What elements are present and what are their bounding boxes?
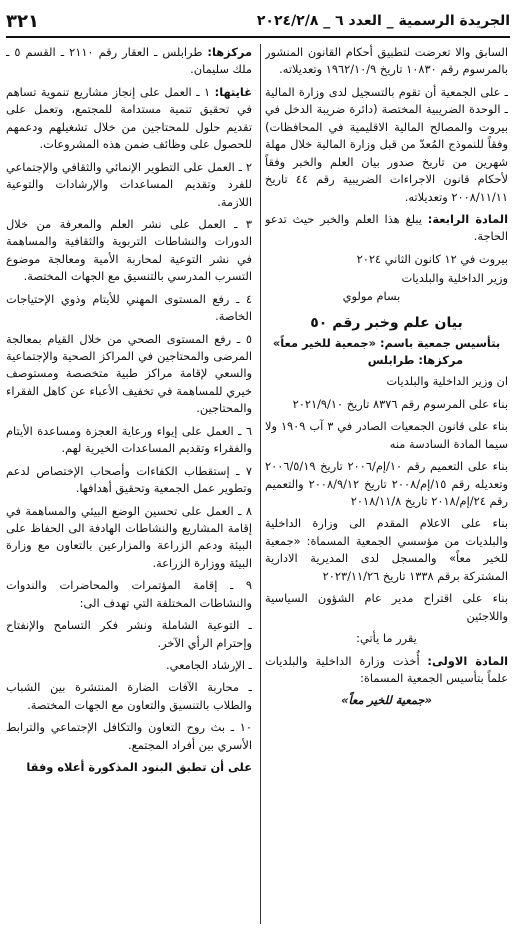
basis-associations-law: بناء على قانون الجمعيات الصادر في ٣ آب ١٩٠٩ ولا سيما المادة السادسة منه <box>265 419 508 451</box>
gazette-title: الجريدة الرسمية _ العدد ٦ _ ٢٠٢٤/٢/٨ <box>256 13 510 29</box>
center-label: مركزها: <box>207 45 252 59</box>
goal-seven: ٧ ـ إستقطاب الكفاءات وأصحاب الإختصاص لدعم وتطوير عمل الجمعية وتحقيق أهدافها. <box>6 463 252 496</box>
basis-circulars: بناء على التعميم رقم ١٠/إم/٢٠٠٦ تاريخ ٢٠٠٦/٥/١٩ وتعديله رقم ١٥/إم/٢٠٠٨ تاريخ ٢٠٠٨/٩/١٢ والتعميم رقم ٢٤/إم/٢٠١٨ تاريخ ٢٠١٨/١١/٨ <box>265 459 508 509</box>
goal-three: ٣ ـ العمل على نشر العلم والمعرفة من خلال الدورات والنشاطات التربوية والثقافية والمساهمة في نشر التوعية لمحاربة الأمية ومعالجة موضوع التسرب المدرسي بالتنسيق مع الجهات المختصة. <box>6 216 252 284</box>
page-header <box>6 6 510 38</box>
notice-title: بيان علم وخبر رقم ٥٠ <box>310 315 463 332</box>
article-four <box>265 211 508 246</box>
goal-nine-b: ـ الإرشاد الجامعي. <box>166 658 252 672</box>
article-one-label: المادة الاولى: <box>427 653 508 668</box>
page-number: ٣٢١ <box>6 10 39 32</box>
intro-line: ان وزير الداخلية والبلديات <box>386 374 508 389</box>
right-column <box>265 44 508 926</box>
association-name: «جمعية للخير معاً» <box>341 693 432 708</box>
notice-center: مركزها: طرابلس <box>367 352 463 367</box>
minister-title: وزير الداخلية والبلديات <box>401 271 508 286</box>
center-text: طرابلس ـ العقار رقم ٢١١٠ ـ القسم ٥ ـ ملك سليمان. <box>6 45 252 77</box>
association-address <box>6 44 252 79</box>
article-four-label: المادة الرابعة: <box>427 211 508 226</box>
article-one-text: أُخذت وزارة الداخلية والبلديات علماً بتأسيس الجمعية المسماة: <box>265 653 508 685</box>
goal-nine-a: ـ التوعية الشاملة ونشر فكر التسامح والإنفتاح وإحترام الرأي الآخر. <box>6 618 252 650</box>
decides-line: يقرر ما يأتي: <box>356 631 417 646</box>
date-place: بيروت في ١٢ كانون الثاني ٢٠٢٤ <box>356 251 508 266</box>
paragraph-tax-registration: ـ على الجمعية أن تقوم بالتسجيل لدى وزارة المالية ـ الوحدة الضريبية المختصة (دائرة ضريبة الدخل في بيروت والمصالح المالية الاقليمية في المحافظات) وفقاً للنموذج المُعدّ من قبل وزارة المالية خلال مهلة شهرين من تاريخ صدور بيان العلم والخبر وفقاً لأحكام قانون الاجراءات الضريبية رقم ٤٤ تاريخ ٢٠٠٨/١١/١١ وتعديلاته. <box>265 84 508 204</box>
goal-four: ٤ ـ رفع المستوى المهني للأيتام وذوي الإحتياجات الخاصة. <box>6 291 252 324</box>
goal-two: ٢ ـ العمل على التطوير الإنمائي والثقافي والإجتماعي للفرد وتقديم المساعدات والإرشادات والتوعية اللازمة. <box>6 159 252 209</box>
paragraph-previous-continuation: السابق والا تعرضت لتطبيق أحكام القانون المنشور بالمرسوم رقم ١٠٨٣٠ تاريخ ١٩٦٢/١٠/٩ وتعديلاته. <box>265 45 508 77</box>
column-divider <box>260 44 261 924</box>
goal-five: ٥ ـ رفع المستوى الصحي من خلال القيام بمعالجة المرضى والمحتاجين في المراكز الصحية والإجتماعية والسعي لإقامة مراكز طبية متخصصة ومستوصف خيري للمساهمة في تخفيف الأعباء عن كاهل الفقراء والمحتاجين. <box>6 331 252 416</box>
basis-decree: بناء على المرسوم رقم ٨٣٧٦ تاريخ ٢٠٢١/٩/١٠ <box>292 396 508 411</box>
goal-six: ٦ ـ العمل على إيواء ورعاية العجزة ومساعدة الأيتام والفقراء وتقديم المساعدات الخيرية لهم. <box>6 423 252 456</box>
left-column <box>6 44 252 926</box>
basis-notification: بناء على الاعلام المقدم الى وزارة الداخلية والبلديات من مؤسسي الجمعية المسماة: «جمعية للخير معاً» والمسجل لدى المديرية الادارية المشتركة برقم ١٣٣٨ تاريخ ٢٠٢٣/١١/٢٦ <box>265 516 508 583</box>
goal-eight: ٨ ـ العمل على تحسين الوضع البيئي والمساهمة في إقامة المشاريع والنشاطات الهادفة الى الحفاظ على البيئة ودعم الزراعة والمزارعين بالتعاون مع وزارة البيئة ووزارة الزراعة. <box>6 503 252 570</box>
goal-one <box>6 84 252 154</box>
goal-ten: ١٠ ـ بث روح التعاون والتكافل الإجتماعي والترابط الأسري بين أفراد المجتمع. <box>6 720 252 752</box>
article-four-text: يبلغ هذا العلم والخبر حيث تدعو الحاجة. <box>265 211 508 244</box>
article-one <box>265 653 508 688</box>
goal-one-text: ١ ـ العمل على إنجاز مشاريع تنموية تساهم في تحقيق تنمية مستدامة للمجتمع، وتعمل على تقديم حلول للمحتاجين من خلال تشغيلهم ودعمهم للحصول على وظائف ضمن هذه المشروعات. <box>6 84 252 152</box>
goals-label: غايتها: <box>214 84 252 99</box>
goal-nine-c: ـ محاربة الآفات الضارة المنتشرة بين الشباب والطلاب بالتنسيق والتعاون مع الجهات المختصة. <box>6 680 252 712</box>
minister-name: بسام مولوي <box>342 288 401 303</box>
goal-nine: ٩ ـ إقامة المؤتمرات والمحاضرات والندوات والنشاطات المختلفة التي تهدف الى: <box>6 578 252 610</box>
basis-proposal: بناء على اقتراح مدير عام الشؤون السياسية واللاجئين <box>265 591 508 623</box>
final-line: على أن تطبق البنود المذكورة أعلاه وفقا <box>26 760 252 775</box>
notice-subtitle: بتأسيس جمعية باسم: «جمعية للخير معاً» <box>272 335 501 350</box>
